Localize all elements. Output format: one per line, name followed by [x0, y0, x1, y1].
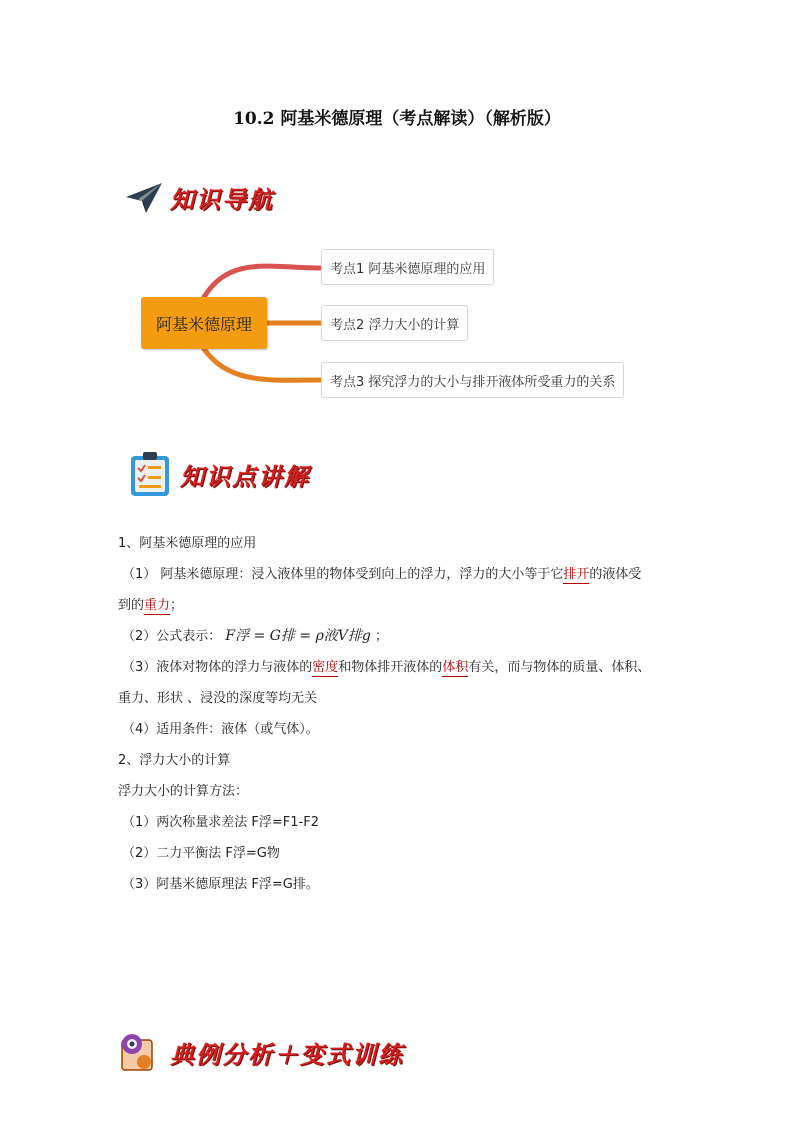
banner-examples-title: 典例分析＋变式训练 [170, 1039, 404, 1069]
page-title: 10.2 阿基米德原理（考点解读）（解析版） [233, 109, 561, 129]
banner-points-title: 知识点讲解 [180, 461, 310, 491]
mindmap-center: 阿基米德原理 [141, 297, 267, 349]
text: 的液体受 [589, 567, 642, 582]
heading-2: 2、浮力大小的计算 [118, 753, 231, 768]
para-conditions: （4）适用条件：液体（或气体）。 [122, 722, 319, 737]
underlined-term: 密度 [312, 660, 339, 675]
para-methods-intro: 浮力大小的计算方法： [118, 784, 249, 799]
para-principle [118, 559, 688, 590]
content-body [118, 528, 688, 900]
text: ； [375, 629, 389, 644]
mindmap-node-2: 考点2 浮力大小的计算 [321, 305, 468, 341]
para-principle-cont [118, 590, 688, 621]
method-2: （2）二力平衡法 F浮=G物 [122, 846, 280, 861]
text: 到的 [118, 598, 145, 613]
scroll-eye-icon [116, 1030, 162, 1074]
mindmap-branches [0, 0, 794, 420]
knowledge-points-banner [128, 450, 310, 498]
branch-3 [204, 349, 322, 380]
method-1: （1）两次称量求差法 F浮=F1-F2 [122, 815, 319, 830]
mindmap-node-1: 考点1 阿基米德原理的应用 [321, 249, 494, 285]
para-factors [118, 652, 688, 683]
text: 和物体排开液体的 [338, 660, 443, 675]
para-factors-cont: 重力、形状 、浸没的深度等均无关 [118, 691, 318, 706]
clipboard-checklist-icon [128, 450, 172, 498]
method-3: （3）阿基米德原理法 F浮=G排。 [122, 877, 319, 892]
mindmap-node-3: 考点3 探究浮力的大小与排开液体所受重力的关系 [321, 362, 624, 398]
text: 有关，而与物体的质量、体积、 [468, 660, 651, 675]
text: （1） 阿基米德原理：浸入液体里的物体受到向上的浮力，浮力的大小等于它 [122, 567, 564, 582]
branch-1 [204, 266, 322, 297]
text: （2）公式表示： [122, 629, 222, 644]
text: ； [170, 598, 184, 613]
heading-1: 1、阿基米德原理的应用 [118, 536, 257, 551]
banner-nav-title: 知识导航 [170, 185, 274, 214]
para-formula [118, 621, 688, 652]
text: （3）液体对物体的浮力与液体的 [122, 660, 313, 675]
underlined-term: 体积 [442, 660, 469, 675]
underlined-term: 重力 [144, 598, 171, 613]
underlined-term: 排开 [563, 567, 590, 582]
buoyancy-formula: F浮 = G排 = ρ液V排g [225, 628, 371, 644]
examples-banner [116, 1030, 404, 1074]
